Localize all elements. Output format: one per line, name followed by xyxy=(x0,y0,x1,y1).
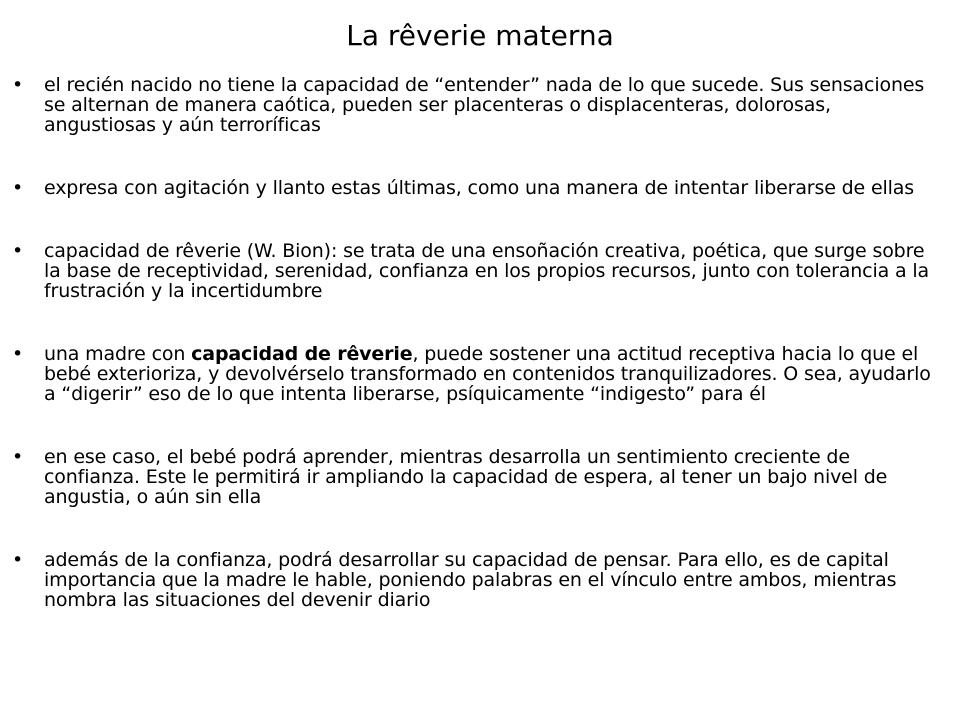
bullet-text xyxy=(44,344,940,404)
bullet-dot-icon: • xyxy=(12,240,24,262)
bullet-dot-icon: • xyxy=(12,549,24,571)
bullet-item xyxy=(0,241,960,301)
bullet-dot-icon: • xyxy=(12,343,24,365)
bullet-dot-icon: • xyxy=(12,446,24,468)
bullet-dot-icon: • xyxy=(12,74,24,96)
bullet-text-emphasis: capacidad de rêverie xyxy=(191,343,413,365)
bullet-item xyxy=(0,178,960,198)
bullet-item xyxy=(0,447,960,507)
bullet-text: expresa con agitación y llanto estas últimas, como una manera de intentar liberarse de ellas xyxy=(44,177,915,199)
bullet-text: además de la confianza, podrá desarrollar su capacidad de pensar. Para ello, es de capital importancia que la madre le hable, poniendo palabras en el vínculo entre ambos, mientras nombra las situaciones del devenir diario xyxy=(44,549,897,611)
bullet-item xyxy=(0,75,960,135)
bullet-text: capacidad de rêverie (W. Bion): se trata de una ensoñación creativa, poética, que surge sobre la base de receptividad, serenidad, confianza en los propios recursos, junto con tolerancia a la frustración y la incertidumbre xyxy=(44,240,929,302)
slide-title: La rêverie materna xyxy=(346,19,614,52)
bullet-text: en ese caso, el bebé podrá aprender, mientras desarrolla un sentimiento creciente de confianza. Este le permitirá ir ampliando la capacidad de espera, al tener un bajo nivel de angustia, o aún sin ella xyxy=(44,446,888,508)
bullet-list xyxy=(0,75,960,653)
bullet-text: el recién nacido no tiene la capacidad de “entender” nada de lo que sucede. Sus sensaciones se alternan de manera caótica, pueden ser placenteras o displacenteras, dolorosas, angustiosas y aún terroríficas xyxy=(44,74,925,136)
bullet-item xyxy=(0,344,960,404)
bullet-item xyxy=(0,550,960,610)
bullet-dot-icon: • xyxy=(12,177,24,199)
bullet-text-after: , puede sostener una actitud receptiva hacia lo que el bebé exterioriza, y devolvérselo transformado en contenidos tranquilizadores. O sea, ayudarlo a “digerir” eso de lo que intenta liberarse, psíquicamente “indigesto” para él xyxy=(44,343,931,405)
bullet-text-before: una madre con xyxy=(44,343,192,365)
